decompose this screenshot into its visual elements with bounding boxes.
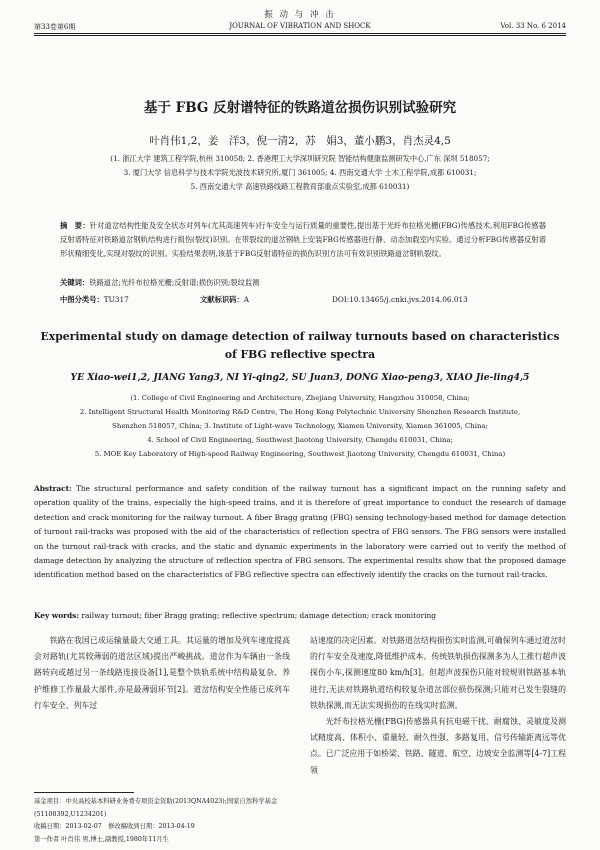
clc-block (60, 295, 129, 305)
doi: DOI:10.13465/j.cnki.jvs.2014.06.013 (332, 295, 468, 304)
footnote-dates: 收稿日期：2013-02-07 修改稿收到日期：2013-04-19 (34, 823, 195, 830)
affiliation-cn-1: (1. 浙江大学 建筑工程学院,杭州 310058; 2. 香港理工大学深圳研究院 智能结构健康监测研发中心,广东 深圳 518057; (110, 154, 490, 163)
abstract-cn-label: 摘 要： (60, 221, 90, 230)
clc-label: 中图分类号： (60, 295, 104, 304)
body-paragraph: 站速度的决定因素。对铁路道岔结构损伤实时监测,可确保列车通过道岔时的行车安全及速度,降低维护成本。传统铁轨损伤探测多为人工推行超声波探伤小车,探测速度80 km/h[3]。但超声波探伤只能对较规则铁路基本轨进行,无法对铁路轨道结构较复杂道岔部位损伤探测;只能对已发生裂缝的铁轨探测,而无法实现损伤的在线实时监测。 (310, 636, 566, 710)
abstract-en (34, 482, 566, 583)
authors-en: YE Xiao-wei1,2, JIANG Yang3, NI Yi-qing2, SU Juan3, DONG Xiao-peng3, XIAO Jie-ling4,5 (70, 372, 530, 383)
affiliation-en-1: (1. College of Civil Engineering and Architecture, Zhejiang University, Hangzhou 310058, China; (130, 394, 470, 402)
volume-en: Vol. 33 No. 6 2014 (500, 22, 566, 30)
footnote-rule (34, 792, 134, 793)
title-en: Experimental study on damage detection of railway turnouts based on characteristics of FBG reflective spectra (40, 330, 560, 361)
doc-code-block (200, 295, 249, 305)
clc-value: TU317 (103, 295, 129, 304)
footnote-author: 第一作者 叶肖伟 男,博士,副教授,1980年11月生 (34, 835, 169, 843)
affiliation-en-5: 5. MOE Key Laboratory of High-speed Railway Engineering, Southwest Jiaotong University, Chengdu 610031, China) (94, 450, 506, 458)
title-cn: 基于 FBG 反射谱特征的铁路道岔损伤识别试验研究 (143, 100, 457, 116)
abstract-en-text: The structural performance and safety condition of the railway turnout has a significant impact on the running safety and operation quality of the trains, especially the high-speed trains, and it is therefore of great importance to conduct the research of damage detection and crack monitoring for the railway turnout. A fiber Bragg grating (FBG) sensing technology-based method for damage detection of turnout rail-tracks was proposed with the aid of the characteristics of reflection spectra of FBG sensors. The FBG sensors were installed on the turnout rail-track with cracks, and the static and dynamic experiments in the laboratory were carried out to verify the method of damage detection by analyzing the structure of reflection spectra of FBG sensors. The experimental results show that the proposed damage identification method based on the characteristics of FBG reflective spectra can effectively identify the cracks on the turnout rail-tracks. (34, 484, 566, 580)
abstract-cn-text: 针对道岔结构性能及安全状态对列车(尤其高速列车)行车安全与运行质量的重要性,提出基于光纤布拉格光栅(FBG)传感技术,利用FBG传感器反射谱特征对铁路道岔钢轨结构进行损伤(裂纹)识别。在带裂纹的道岔钢轨上安装FBG传感器进行静、动态加载室内实验。通过分析FBG传感器反射谱形状精细变化,实现对裂纹的识别。实验结果表明,该基于FBG反射谱特征的损伤识别方法可有效识别铁路道岔钢轨裂纹。 (60, 221, 546, 258)
keywords-en-label: Key words: (34, 611, 80, 620)
journal-name-en: JOURNAL OF VIBRATION AND SHOCK (229, 22, 371, 30)
doc-code-label: 文献标识码： (200, 295, 244, 304)
body-paragraph: 铁路在我国已成运输量最大交通工具。其运量的增加及列车速度提高会对路轨(尤其较薄弱的道岔区域)提出严峻挑战。道岔作为车辆由一条线路转向或越过另一条线路连接设备[1],是整个铁轨系统中结构最复杂、养护维修工作量最大部件,亦是最薄弱环节[2]。道岔结构安全性能已成列车行车安全、列车过 (34, 636, 290, 710)
body-column-left (34, 633, 290, 714)
journal-name-cn: 振 动 与 冲 击 (264, 10, 336, 20)
doc-code-value: A (243, 295, 250, 304)
body-column-right (310, 633, 566, 779)
affiliation-en-2: 2. Intelligent Structural Health Monitoring R&D Centre, The Hong Kong Polytechnic University Shenzhen Research Institute, (79, 408, 521, 416)
keywords-en-text: railway turnout; fiber Bragg grating; reflective spectrum; damage detection; crack monitoring (81, 611, 436, 620)
abstract-en-label: Abstract: (34, 484, 72, 493)
footnotes (34, 796, 292, 846)
volume-cn: 第33卷第6期 (34, 23, 76, 31)
header-rule-2 (34, 35, 566, 36)
abstract-cn (60, 219, 546, 261)
header-rule (34, 33, 566, 34)
affiliation-cn-2: 3. 厦门大学 信息科学与技术学院光波技术研究所,厦门 361005; 4. 西南交通大学 土木工程学院,成都 610031; (123, 168, 477, 177)
affiliation-cn-3: 5. 西南交通大学 高速铁路线路工程教育部重点实验室,成都 610031) (190, 182, 410, 191)
authors-cn: 叶肖伟1,2，姜 洋3，倪一清2，苏 娟3，董小鹏3，肖杰灵4,5 (149, 135, 451, 147)
keywords-cn (60, 278, 546, 288)
keywords-cn-text: 铁路道岔;光纤布拉格光栅;反射谱;损伤识别;裂纹监测 (89, 278, 260, 287)
keywords-en (34, 611, 566, 620)
body-paragraph: 光纤布拉格光栅(FBG)传感器具有抗电磁干扰、耐腐蚀、灵敏度及测试精度高、体积小、重量轻、耐久性强、多路复用、信号传输距离远等优点。已广泛应用于如桥梁、铁路、隧道、航空、边坡安全监测等[4-7]工程领 (310, 717, 566, 775)
keywords-cn-label: 关键词： (60, 278, 90, 287)
footnote-funding: 基金项目：中央高校基本科研业务费专项资金资助(2013QNA4023);国家自然科学基金(51108392,U1234201) (34, 798, 278, 818)
affiliation-en-4: 4. School of Civil Engineering, Southwest Jiaotong University, Chengdu 610031, China; (147, 436, 453, 444)
affiliation-en-3: Shenzhen 518057, China; 3. Institute of Light-wave Technology, Xiamen University, Xiamen 361005, China; (112, 422, 488, 430)
